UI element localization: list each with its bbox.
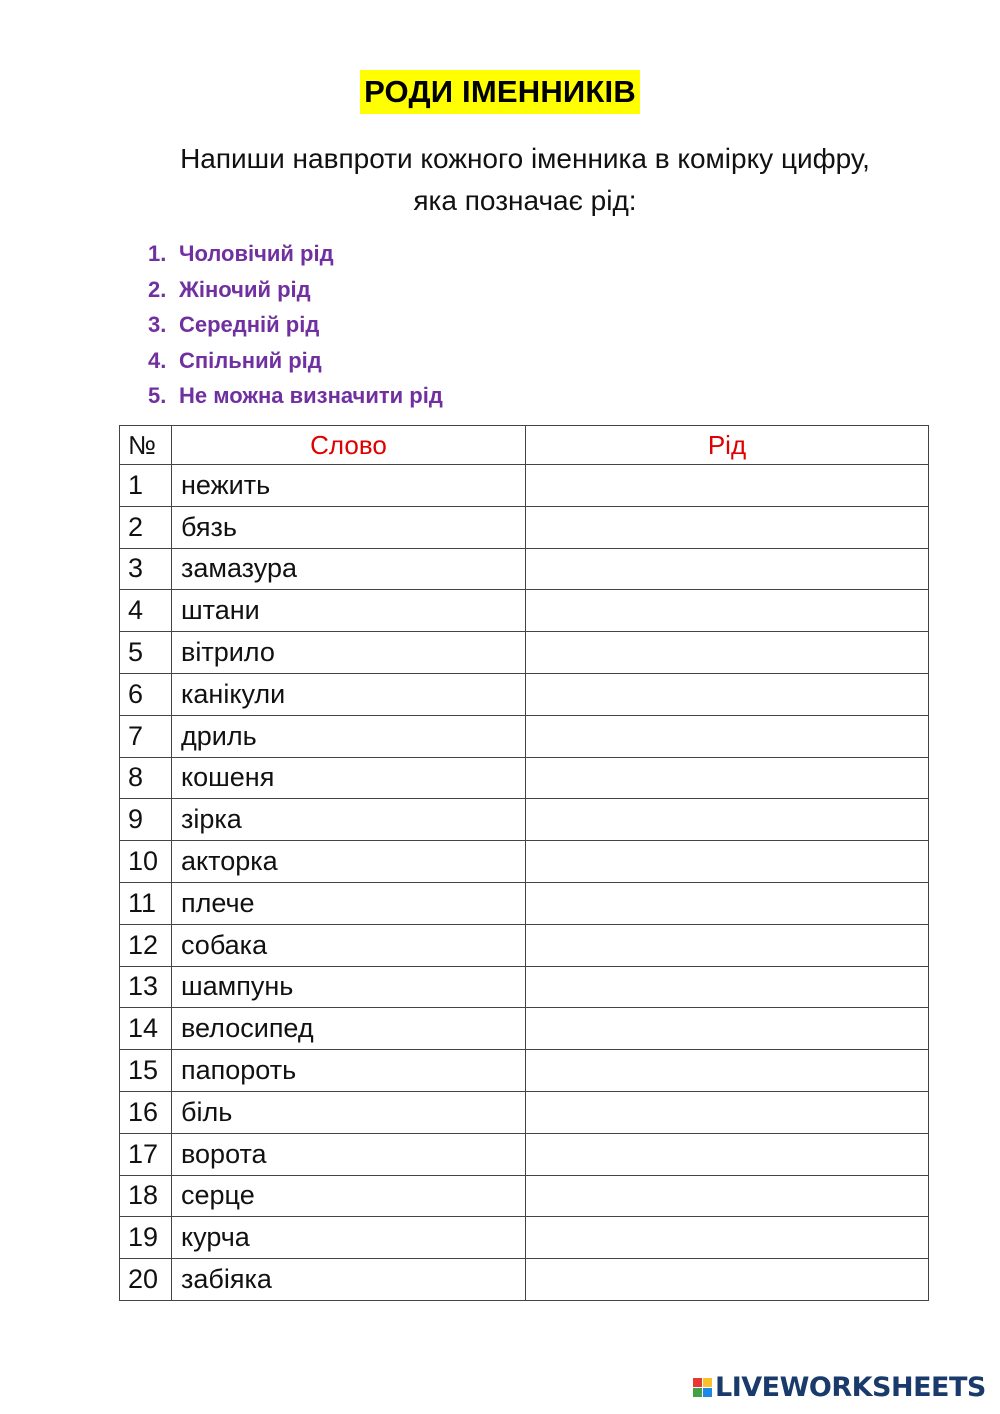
liveworksheets-brand: LIVEWORKSHEETS (715, 1372, 986, 1403)
table-row (120, 924, 929, 966)
row-gender-answer[interactable] (526, 966, 929, 1008)
gender-item (148, 378, 443, 414)
row-number: 8 (120, 757, 172, 799)
gender-label: Жіночий рід (179, 276, 311, 302)
table-header-row (120, 426, 929, 465)
row-gender-answer[interactable] (526, 632, 929, 674)
header-gender: Рід (526, 426, 929, 465)
header-word: Слово (172, 426, 526, 465)
row-word: плече (172, 882, 526, 924)
logo-square (693, 1388, 702, 1397)
row-gender-answer[interactable] (526, 1259, 929, 1301)
row-number: 16 (120, 1091, 172, 1133)
row-gender-answer[interactable] (526, 465, 929, 507)
row-word: собака (172, 924, 526, 966)
row-gender-answer[interactable] (526, 590, 929, 632)
row-number: 9 (120, 799, 172, 841)
table-row (120, 757, 929, 799)
table-row (120, 548, 929, 590)
liveworksheets-logo (693, 1372, 986, 1403)
row-number: 6 (120, 673, 172, 715)
row-number: 12 (120, 924, 172, 966)
row-word: дриль (172, 715, 526, 757)
row-gender-answer[interactable] (526, 1133, 929, 1175)
row-gender-answer[interactable] (526, 882, 929, 924)
gender-item (148, 272, 443, 308)
logo-square (703, 1388, 712, 1397)
row-word: акторка (172, 841, 526, 883)
row-number: 18 (120, 1175, 172, 1217)
row-word: велосипед (172, 1008, 526, 1050)
row-number: 19 (120, 1217, 172, 1259)
table-row (120, 590, 929, 632)
row-word: біль (172, 1091, 526, 1133)
row-word: зірка (172, 799, 526, 841)
row-gender-answer[interactable] (526, 1091, 929, 1133)
row-number: 10 (120, 841, 172, 883)
logo-square (703, 1378, 712, 1387)
table-row (120, 715, 929, 757)
row-word: вітрило (172, 632, 526, 674)
row-word: курча (172, 1217, 526, 1259)
row-word: шампунь (172, 966, 526, 1008)
table-row (120, 1217, 929, 1259)
row-gender-answer[interactable] (526, 799, 929, 841)
row-gender-answer[interactable] (526, 548, 929, 590)
row-number: 4 (120, 590, 172, 632)
title-container (0, 70, 1000, 114)
table-row (120, 1133, 929, 1175)
table-row (120, 1050, 929, 1092)
table-row (120, 1175, 929, 1217)
table-row (120, 799, 929, 841)
table-row (120, 966, 929, 1008)
row-gender-answer[interactable] (526, 924, 929, 966)
gender-label: Середній рід (179, 312, 320, 337)
row-number: 3 (120, 548, 172, 590)
row-number: 11 (120, 882, 172, 924)
gender-item (148, 307, 443, 343)
row-gender-answer[interactable] (526, 757, 929, 799)
table-body (120, 465, 929, 1301)
table-row (120, 673, 929, 715)
table-row (120, 1008, 929, 1050)
row-gender-answer[interactable] (526, 1175, 929, 1217)
liveworksheets-logo-icon (693, 1378, 712, 1397)
row-word: забіяка (172, 1259, 526, 1301)
row-gender-answer[interactable] (526, 1217, 929, 1259)
table-row (120, 882, 929, 924)
row-word: кошеня (172, 757, 526, 799)
row-word: бязь (172, 506, 526, 548)
page-title: РОДИ ІМЕННИКІВ (360, 70, 640, 114)
gender-item (148, 343, 443, 379)
row-number: 15 (120, 1050, 172, 1092)
row-number: 14 (120, 1008, 172, 1050)
row-gender-answer[interactable] (526, 841, 929, 883)
row-number: 1 (120, 465, 172, 507)
gender-number: 4. (148, 347, 167, 373)
header-number: № (120, 426, 172, 465)
row-number: 17 (120, 1133, 172, 1175)
words-table (119, 425, 929, 1301)
row-word: нежить (172, 465, 526, 507)
gender-list (148, 236, 443, 414)
row-word: серце (172, 1175, 526, 1217)
row-gender-answer[interactable] (526, 1008, 929, 1050)
table-row (120, 465, 929, 507)
row-gender-answer[interactable] (526, 1050, 929, 1092)
gender-number: 5. (148, 383, 167, 408)
gender-label: Чоловічий рід (179, 241, 334, 266)
gender-number: 3. (148, 312, 167, 337)
row-gender-answer[interactable] (526, 506, 929, 548)
gender-label: Не можна визначити рід (179, 383, 443, 408)
table-row (120, 1259, 929, 1301)
table-row (120, 1091, 929, 1133)
row-number: 20 (120, 1259, 172, 1301)
gender-number: 1. (148, 241, 167, 266)
instruction-text (100, 138, 950, 222)
table-row (120, 632, 929, 674)
table-row (120, 841, 929, 883)
row-word: ворота (172, 1133, 526, 1175)
row-number: 5 (120, 632, 172, 674)
row-word: папороть (172, 1050, 526, 1092)
row-number: 2 (120, 506, 172, 548)
logo-square (693, 1378, 702, 1387)
instruction-line-2: яка позначає рід: (413, 185, 637, 216)
row-word: канікули (172, 673, 526, 715)
row-number: 13 (120, 966, 172, 1008)
gender-number: 2. (148, 276, 167, 302)
row-word: замазура (172, 548, 526, 590)
row-word: штани (172, 590, 526, 632)
table-row (120, 506, 929, 548)
gender-item (148, 236, 443, 272)
row-number: 7 (120, 715, 172, 757)
row-gender-answer[interactable] (526, 715, 929, 757)
gender-label: Спільний рід (179, 347, 322, 373)
row-gender-answer[interactable] (526, 673, 929, 715)
instruction-line-1: Напиши навпроти кожного іменника в комірку цифру, (180, 143, 870, 174)
